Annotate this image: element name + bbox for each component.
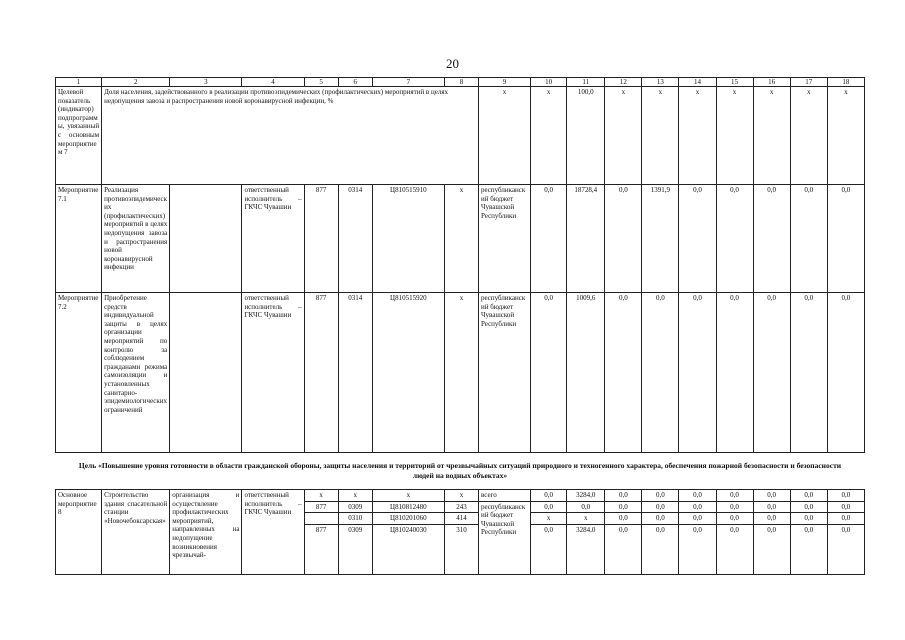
value-cell: 0,0 — [679, 524, 716, 574]
funding-line: республиканский — [480, 502, 526, 520]
funding-source: республиканский бюджет Чувашской Республики — [478, 293, 530, 453]
expense-type: х — [444, 185, 478, 293]
event-name: Реализация противоэпидемических (профилактических) мероприятий в целях недопущения завоза и распространения новой коронавирусной инфекции — [102, 185, 170, 293]
value-cell: x — [753, 87, 790, 185]
value-cell: 0,0 — [716, 513, 753, 525]
section-code: 0309 — [338, 501, 372, 513]
value-cell: 0,0 — [790, 293, 827, 453]
funding-source: всего — [478, 490, 530, 502]
header-cell: 16 — [753, 78, 790, 87]
value-cell: 0,0 — [679, 293, 716, 453]
goal-row — [56, 453, 865, 490]
event-name: Приобретение средств индивидуальной защиты в целях организации мероприятий по контролю за соблюдением гражданами режима самоизоляции и установленных санитарно-эпидемиологических ограничений — [102, 293, 170, 453]
header-cell: 6 — [338, 78, 372, 87]
grbs-code: 877 — [304, 185, 338, 293]
program-table — [55, 77, 865, 575]
value-cell: 1009,6 — [567, 293, 605, 453]
value-cell: 0,0 — [827, 185, 864, 293]
value-cell: 0,0 — [753, 293, 790, 453]
target-article: х — [372, 490, 444, 502]
value-cell: 0,0 — [679, 501, 716, 513]
header-cell: 9 — [478, 78, 530, 87]
target-article: Ц810515910 — [372, 185, 444, 293]
goal-heading: Цель «Повышение уровня готовности в области гражданской обороны, защиты населения и территорий от чрезвычайных ситуаций природного и техногенного характера, обеспечения пожарной безопасности и безопасности людей на водных объектах» — [78, 461, 842, 480]
value-cell: x — [478, 87, 530, 185]
header-cell: 1 — [56, 78, 102, 87]
value-cell: x — [605, 87, 642, 185]
event-number: Мероприятие 7.2 — [56, 293, 102, 453]
header-cell: 17 — [790, 78, 827, 87]
indicator-description: Доля населения, задействованного в реализации противоэпидемических (профилактических) мероприятий в целях недопущения завоза и распространения новой коронавирусной инфекции, % — [102, 87, 479, 185]
header-cell: 10 — [531, 78, 567, 87]
value-cell: 0,0 — [605, 524, 642, 574]
value-cell: 0,0 — [679, 513, 716, 525]
value-cell: 0,0 — [790, 501, 827, 513]
value-cell: 0,0 — [605, 293, 642, 453]
value-cell: 0,0 — [790, 185, 827, 293]
value-cell: 0,0 — [605, 513, 642, 525]
header-row — [56, 78, 865, 87]
value-cell: 0,0 — [716, 501, 753, 513]
section-code: 0314 — [338, 185, 372, 293]
value-cell: 0,0 — [531, 524, 567, 574]
value-cell: 0,0 — [753, 185, 790, 293]
target-article: Ц810240030 — [372, 524, 444, 574]
target-article: Ц810201060 — [372, 513, 444, 525]
expense-type: 243 — [444, 501, 478, 513]
value-cell: 0,0 — [605, 185, 642, 293]
grbs-code: х — [304, 490, 338, 502]
value-cell: 0,0 — [716, 293, 753, 453]
expense-type: 414 — [444, 513, 478, 525]
value-cell: 0,0 — [531, 490, 567, 502]
value-cell: x — [531, 87, 567, 185]
value-cell: 0,0 — [753, 513, 790, 525]
value-cell: 0,0 — [753, 490, 790, 502]
header-cell: 8 — [444, 78, 478, 87]
value-cell: x — [642, 87, 679, 185]
value-cell: 0,0 — [605, 490, 642, 502]
value-cell: 3284,0 — [567, 490, 605, 502]
header-cell: 11 — [567, 78, 605, 87]
table-row — [56, 293, 865, 453]
value-cell: 0,0 — [642, 293, 679, 453]
value-cell: 1391,9 — [642, 185, 679, 293]
event-number: Основное мероприятие 8 — [56, 490, 102, 575]
event-number: Мероприятие 7.1 — [56, 185, 102, 293]
header-cell: 18 — [827, 78, 864, 87]
expense-type: 310 — [444, 524, 478, 574]
value-cell: 0,0 — [827, 513, 864, 525]
value-cell: 0,0 — [679, 185, 716, 293]
funding-source — [478, 501, 530, 574]
grbs-code — [304, 513, 338, 525]
grbs-code: 877 — [304, 501, 338, 513]
event-executor: ответственный исполнитель – ГКЧС Чувашии — [242, 293, 304, 453]
value-cell: 0,0 — [827, 490, 864, 502]
value-cell: х — [531, 513, 567, 525]
section-code: 0310 — [338, 513, 372, 525]
funding-line: бюджет Чувашской Республики — [480, 511, 517, 537]
expense-type: х — [444, 293, 478, 453]
event-purpose — [170, 185, 242, 293]
event-purpose — [170, 293, 242, 453]
header-cell: 4 — [242, 78, 304, 87]
header-cell: 14 — [679, 78, 716, 87]
value-cell: х — [567, 513, 605, 525]
value-cell: 0,0 — [642, 501, 679, 513]
grbs-code: 877 — [304, 524, 338, 574]
table-row — [56, 185, 865, 293]
event-executor: ответственный исполнитель – ГКЧС Чувашии — [242, 185, 304, 293]
header-cell: 13 — [642, 78, 679, 87]
value-cell: 0,0 — [605, 501, 642, 513]
indicator-name: Целевой показатель (индикатор) подпрограммы, увязанный с основным мероприятием 7 — [56, 87, 102, 185]
value-cell: 0,0 — [753, 501, 790, 513]
event-name: Строительство здания спасательной станции «Новочебоксарская» — [102, 490, 170, 575]
value-cell: x — [679, 87, 716, 185]
value-cell: 0,0 — [716, 185, 753, 293]
section-code: 0309 — [338, 524, 372, 574]
value-cell: 0,0 — [531, 185, 567, 293]
header-cell: 12 — [605, 78, 642, 87]
expense-type: х — [444, 490, 478, 502]
value-cell: 0,0 — [716, 524, 753, 574]
value-cell: 0,0 — [642, 490, 679, 502]
event-purpose: организация и осуществление профилактических мероприятий, направленных на недопущение возникновения чрезвычай- — [170, 490, 242, 575]
value-cell: 0,0 — [642, 513, 679, 525]
header-cell: 2 — [102, 78, 170, 87]
main-event-row — [56, 490, 865, 502]
value-cell: 0,0 — [827, 501, 864, 513]
value-cell: 3284,0 — [567, 524, 605, 574]
value-cell: 18728,4 — [567, 185, 605, 293]
target-article: Ц810515920 — [372, 293, 444, 453]
value-cell: x — [827, 87, 864, 185]
event-executor: ответственный исполнитель – ГКЧС Чувашии — [242, 490, 304, 575]
value-cell: 0,0 — [679, 490, 716, 502]
value-cell: 0,0 — [753, 524, 790, 574]
section-code: х — [338, 490, 372, 502]
value-cell: 0,0 — [790, 513, 827, 525]
value-cell: x — [790, 87, 827, 185]
value-cell: 100,0 — [567, 87, 605, 185]
value-cell: 0,0 — [716, 490, 753, 502]
value-cell: 0,0 — [531, 293, 567, 453]
value-cell: x — [716, 87, 753, 185]
value-cell: 0,0 — [567, 501, 605, 513]
page-number: 20 — [446, 56, 459, 71]
value-cell: 0,0 — [642, 524, 679, 574]
value-cell: 0,0 — [827, 293, 864, 453]
value-cell: 0,0 — [790, 524, 827, 574]
value-cell: 0,0 — [790, 490, 827, 502]
indicator-row — [56, 87, 865, 185]
header-cell: 3 — [170, 78, 242, 87]
target-article: Ц810812480 — [372, 501, 444, 513]
grbs-code: 877 — [304, 293, 338, 453]
value-cell: 0,0 — [531, 501, 567, 513]
header-cell: 7 — [372, 78, 444, 87]
header-cell: 5 — [304, 78, 338, 87]
section-code: 0314 — [338, 293, 372, 453]
value-cell: 0,0 — [827, 524, 864, 574]
funding-source: республиканский бюджет Чувашской Республики — [478, 185, 530, 293]
header-cell: 15 — [716, 78, 753, 87]
